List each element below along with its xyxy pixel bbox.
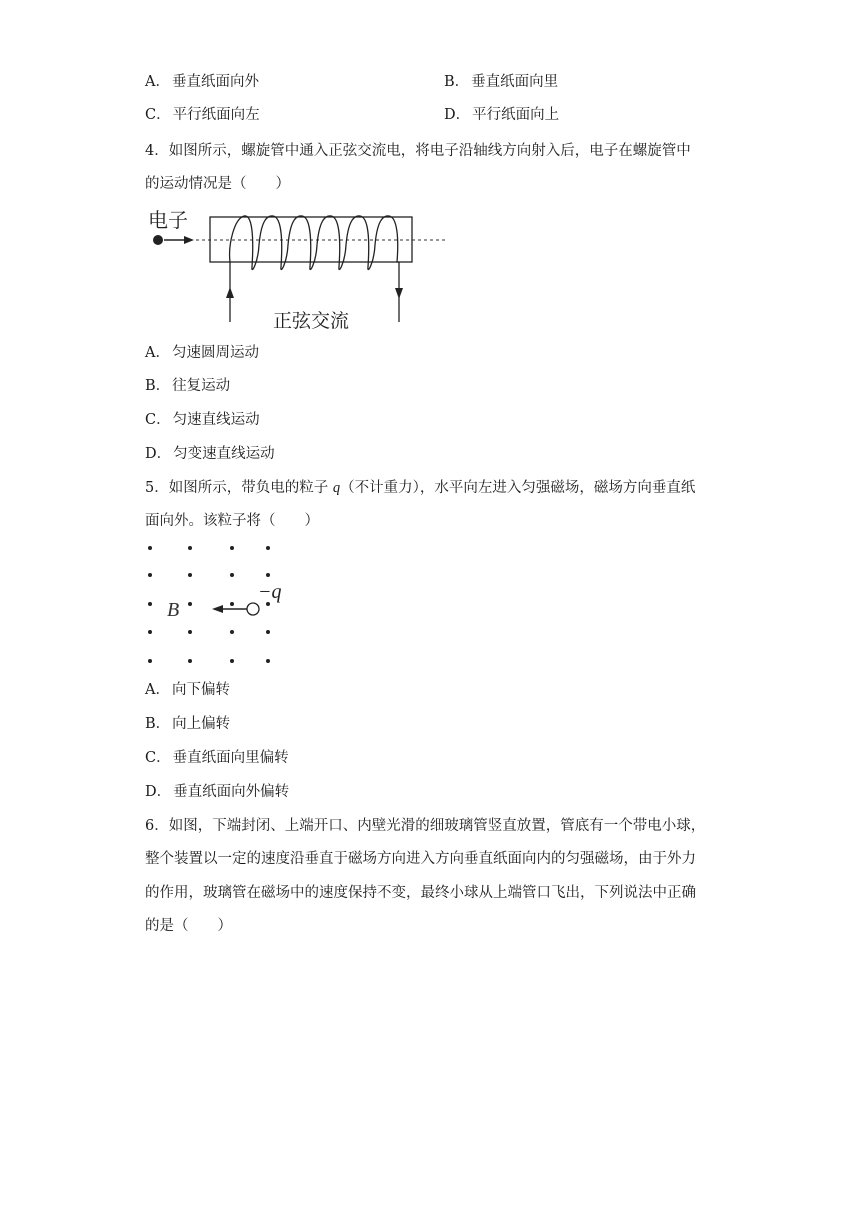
option-label: D．: [444, 107, 471, 123]
option-label: A．: [145, 345, 170, 361]
q3-option-d: [444, 105, 559, 125]
option-text: 向上偏转: [172, 716, 231, 732]
option-label: D．: [145, 446, 172, 462]
field-label: B: [167, 599, 180, 621]
q4-option-a: [145, 343, 259, 363]
lead-left-arrowhead: [226, 287, 234, 298]
option-label: C．: [145, 107, 171, 123]
q6-stem-line2: [145, 849, 696, 869]
electron-arrowhead: [184, 236, 194, 244]
option-label: B．: [145, 716, 171, 732]
question-stem: 的作用，玻璃管在磁场中的速度保持不变，最终小球从上端管口飞出，下列说法中正确: [145, 885, 696, 901]
q5-option-a: [145, 680, 230, 700]
option-text: 垂直纸面向外偏转: [173, 784, 290, 800]
magnetic-field-figure: [140, 538, 300, 670]
solenoid-figure: [140, 205, 460, 335]
q4-stem-line1: [145, 141, 691, 161]
lead-right-arrowhead: [395, 288, 403, 299]
option-text: 匀变速直线运动: [173, 446, 275, 462]
question-number: 5．: [145, 480, 169, 496]
question-stem: 面向外。该粒子将（ ）: [145, 513, 319, 529]
q4-option-b: [145, 376, 230, 396]
charge-symbol: q: [332, 480, 341, 496]
q3-option-c: [145, 105, 260, 125]
q5-option-c: [145, 748, 289, 768]
question-stem: （不计重力），水平向左进入匀强磁场，磁场方向垂直纸: [340, 480, 696, 496]
question-stem: 如图，下端封闭、上端开口、内壁光滑的细玻璃管竖直放置，管底有一个带电小球，: [168, 818, 706, 834]
option-label: D．: [145, 784, 172, 800]
q5-stem-line2: [145, 511, 319, 531]
charge-label: −q: [258, 581, 282, 603]
option-text: 匀速直线运动: [172, 412, 260, 428]
question-number: 6．: [145, 818, 169, 834]
q4-option-c: [145, 410, 260, 430]
option-text: 垂直纸面向里偏转: [172, 750, 289, 766]
option-text: 往复运动: [172, 378, 231, 394]
velocity-arrowhead: [212, 605, 223, 613]
option-label: C．: [145, 750, 171, 766]
option-label: B．: [145, 378, 171, 394]
question-number: 4．: [145, 143, 169, 159]
question-stem: 的是（ ）: [145, 918, 232, 934]
q3-option-b: [444, 72, 558, 92]
electron-label: 电子: [148, 208, 188, 232]
option-label: A．: [145, 74, 170, 90]
question-stem: 如图所示，带负电的粒子: [168, 480, 333, 496]
q6-stem-line3: [145, 883, 696, 903]
q5-option-b: [145, 714, 230, 734]
q3-option-a: [145, 72, 259, 92]
option-text: 垂直纸面向里: [471, 74, 559, 90]
option-text: 向下偏转: [171, 682, 230, 698]
charge-circle: [247, 603, 259, 615]
q5-option-d: [145, 782, 289, 802]
question-stem: 的运动情况是（ ）: [145, 176, 290, 192]
option-text: 匀速圆周运动: [171, 345, 259, 361]
q5-stem-line1: [145, 478, 695, 498]
q6-stem-line4: [145, 916, 232, 936]
option-text: 平行纸面向上: [472, 107, 560, 123]
q4-option-d: [145, 444, 275, 464]
question-stem: 整个装置以一定的速度沿垂直于磁场方向进入方向垂直纸面向内的匀强磁场，由于外力: [145, 851, 696, 867]
option-text: 垂直纸面向外: [171, 74, 259, 90]
current-label: 正弦交流: [273, 310, 350, 332]
option-label: C．: [145, 412, 171, 428]
option-text: 平行纸面向左: [172, 107, 260, 123]
q4-stem-line2: [145, 174, 290, 194]
question-stem: 如图所示，螺旋管中通入正弦交流电，将电子沿轴线方向射入后，电子在螺旋管中: [168, 143, 691, 159]
option-label: B．: [444, 74, 470, 90]
q6-stem-line1: [145, 816, 705, 836]
option-label: A．: [145, 682, 170, 698]
electron-dot: [153, 235, 163, 245]
